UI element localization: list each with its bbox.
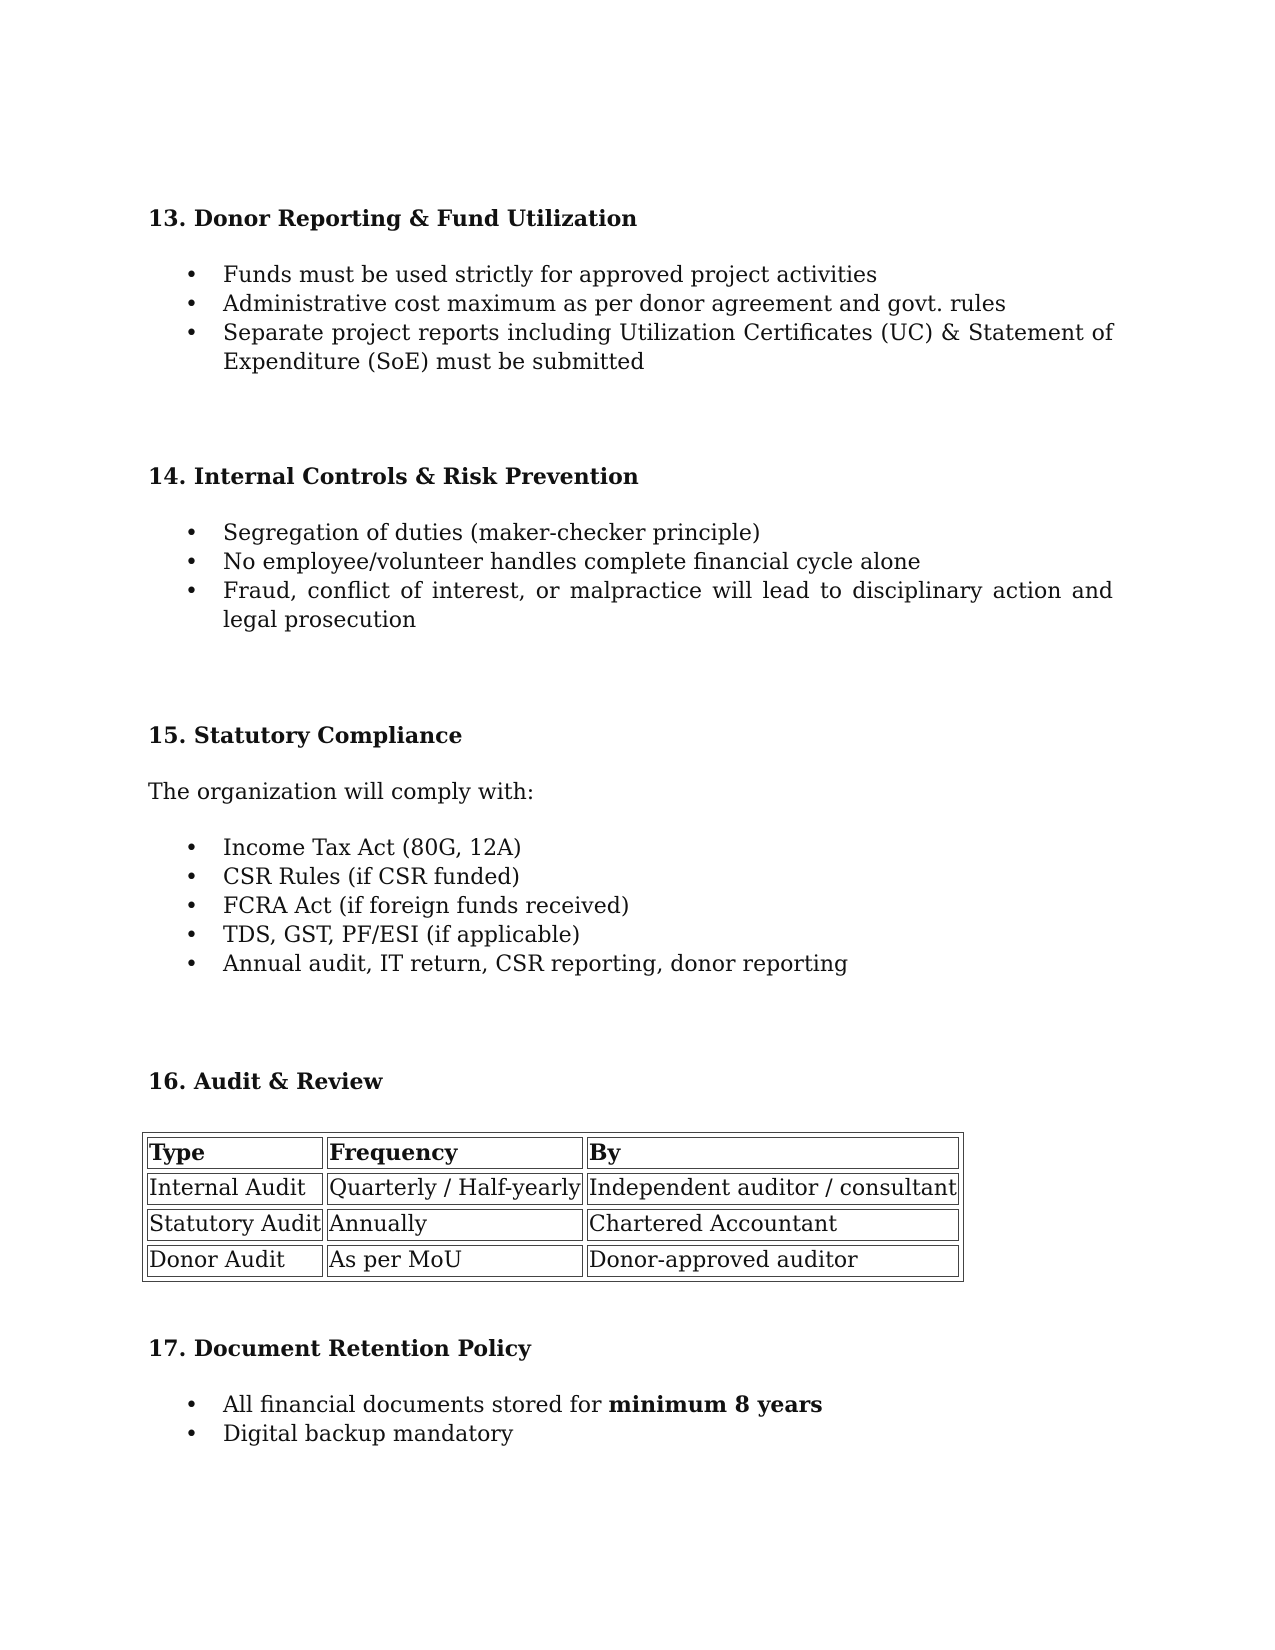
section-15-intro: The organization will comply with:	[148, 780, 535, 805]
section-15-bullet-list	[148, 834, 1113, 979]
section-16-heading: 16. Audit & Review	[148, 1069, 383, 1095]
table-row	[147, 1245, 959, 1277]
list-item: • Digital backup mandatory	[148, 1420, 1113, 1449]
section-13-heading: 13. Donor Reporting & Fund Utilization	[148, 206, 638, 232]
table-header-frequency: Frequency	[327, 1137, 583, 1169]
table-header-row	[147, 1137, 959, 1169]
retention-text: All financial documents stored for	[223, 1393, 609, 1418]
table-header-by: By	[587, 1137, 959, 1169]
retention-emphasis: minimum 8 years	[608, 1392, 823, 1418]
section-14-heading: 14. Internal Controls & Risk Prevention	[148, 464, 639, 490]
list-item: • Segregation of duties (maker-checker principle)	[148, 519, 1113, 548]
table-cell: Statutory Audit	[147, 1209, 323, 1241]
list-item: • No employee/volunteer handles complete financial cycle alone	[148, 548, 1113, 577]
list-item	[148, 1391, 1113, 1420]
section-17-heading: 17. Document Retention Policy	[148, 1336, 531, 1362]
table-row	[147, 1173, 959, 1205]
list-item: • TDS, GST, PF/ESI (if applicable)	[148, 921, 1113, 950]
section-13-bullet-list	[148, 261, 1113, 377]
audit-review-table	[142, 1132, 964, 1282]
table-cell: As per MoU	[327, 1245, 583, 1277]
table-cell: Donor Audit	[147, 1245, 323, 1277]
list-item: • FCRA Act (if foreign funds received)	[148, 892, 1113, 921]
table-row	[147, 1209, 959, 1241]
section-14-bullet-list	[148, 519, 1113, 635]
table-cell: Donor-approved auditor	[587, 1245, 959, 1277]
table-cell: Chartered Accountant	[587, 1209, 959, 1241]
section-17-bullet-list	[148, 1391, 1113, 1449]
list-item: • CSR Rules (if CSR funded)	[148, 863, 1113, 892]
list-item: • Annual audit, IT return, CSR reporting, donor reporting	[148, 950, 1113, 979]
list-item: • Separate project reports including Utilization Certificates (UC) & Statement of Expenditure (SoE) must be submitted	[148, 319, 1113, 377]
list-item: • Income Tax Act (80G, 12A)	[148, 834, 1113, 863]
table-cell: Internal Audit	[147, 1173, 323, 1205]
list-item: • Funds must be used strictly for approved project activities	[148, 261, 1113, 290]
table-cell: Quarterly / Half-yearly	[327, 1173, 583, 1205]
list-item: • Fraud, conflict of interest, or malpractice will lead to disciplinary action and legal prosecution	[148, 577, 1113, 635]
table-cell: Independent auditor / consultant	[587, 1173, 959, 1205]
table-header-type: Type	[147, 1137, 323, 1169]
section-15-heading: 15. Statutory Compliance	[148, 723, 463, 749]
table-cell: Annually	[327, 1209, 583, 1241]
list-item: • Administrative cost maximum as per donor agreement and govt. rules	[148, 290, 1113, 319]
